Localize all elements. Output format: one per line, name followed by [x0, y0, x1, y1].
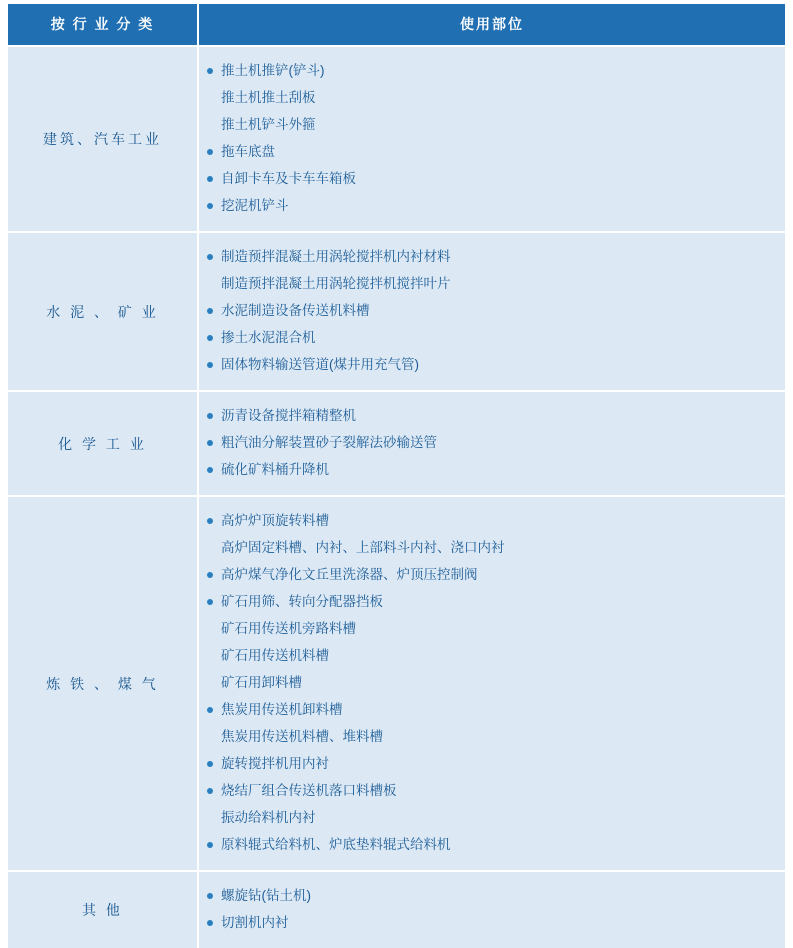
table-row	[8, 871, 785, 948]
table-row	[8, 391, 785, 496]
usage-cell	[198, 232, 785, 391]
category-cell: 其 他	[8, 871, 198, 948]
list-item-sub: 矿石用卸料槽	[221, 675, 302, 690]
table-row	[8, 232, 785, 391]
list-item: 旋转搅拌机用内衬	[199, 750, 785, 777]
list-item: 制造预拌混凝土用涡轮搅拌机内衬材料	[199, 243, 785, 270]
list-item-sub: 推土机推土刮板	[221, 90, 316, 105]
category-cell: 建筑、汽车工业	[8, 46, 198, 232]
header-category: 按 行 业 分 类	[8, 4, 198, 46]
list-item: 切割机内衬	[199, 909, 785, 936]
list-item-sub: 推土机铲斗外箍	[221, 117, 316, 132]
category-cell: 水 泥 、 矿 业	[8, 232, 198, 391]
usage-list	[199, 243, 785, 378]
list-item: 原料辊式给料机、炉底垫料辊式给料机	[199, 831, 785, 858]
list-item: 固体物料输送管道(煤井用充气管)	[199, 351, 785, 378]
category-cell: 化 学 工 业	[8, 391, 198, 496]
usage-list	[199, 882, 785, 936]
usage-cell	[198, 46, 785, 232]
table-header	[8, 4, 785, 46]
list-item: 硫化矿料桶升降机	[199, 456, 785, 483]
usage-cell	[198, 871, 785, 948]
list-item: 自卸卡车及卡车车箱板	[199, 165, 785, 192]
list-item: 高炉炉顶旋转料槽	[199, 507, 785, 534]
list-item-sub: 矿石用传送机旁路料槽	[221, 621, 356, 636]
list-item: 拖车底盘	[199, 138, 785, 165]
list-item: 推土机推铲(铲斗)	[199, 57, 785, 84]
industry-usage-table	[8, 4, 785, 948]
table-row	[8, 46, 785, 232]
list-item: 粗汽油分解装置砂子裂解法砂输送管	[199, 429, 785, 456]
usage-cell	[198, 391, 785, 496]
list-item: 高炉煤气净化文丘里洗涤器、炉顶压控制阀	[199, 561, 785, 588]
usage-cell	[198, 496, 785, 871]
list-item: 掺土水泥混合机	[199, 324, 785, 351]
usage-list	[199, 57, 785, 219]
table-body	[8, 46, 785, 948]
spec-table-container	[8, 4, 785, 948]
list-item: 水泥制造设备传送机料槽	[199, 297, 785, 324]
list-item: 螺旋钻(钻土机)	[199, 882, 785, 909]
usage-list	[199, 507, 785, 858]
header-row	[8, 4, 785, 46]
list-item: 焦炭用传送机卸料槽	[199, 696, 785, 723]
list-item-sub: 制造预拌混凝土用涡轮搅拌机搅拌叶片	[221, 276, 451, 291]
category-cell: 炼 铁 、 煤 气	[8, 496, 198, 871]
list-item: 沥青设备搅拌箱精整机	[199, 402, 785, 429]
usage-list	[199, 402, 785, 483]
list-item: 烧结厂组合传送机落口料槽板	[199, 777, 785, 804]
list-item: 矿石用筛、转向分配器挡板	[199, 588, 785, 615]
list-item-sub: 矿石用传送机料槽	[221, 648, 329, 663]
list-item: 挖泥机铲斗	[199, 192, 785, 219]
list-item-sub: 振动给料机内衬	[221, 810, 316, 825]
list-item-sub: 高炉固定料槽、内衬、上部料斗内衬、浇口内衬	[221, 540, 505, 555]
header-usage: 使用部位	[198, 4, 785, 46]
list-item-sub: 焦炭用传送机料槽、堆料槽	[221, 729, 383, 744]
table-row	[8, 496, 785, 871]
